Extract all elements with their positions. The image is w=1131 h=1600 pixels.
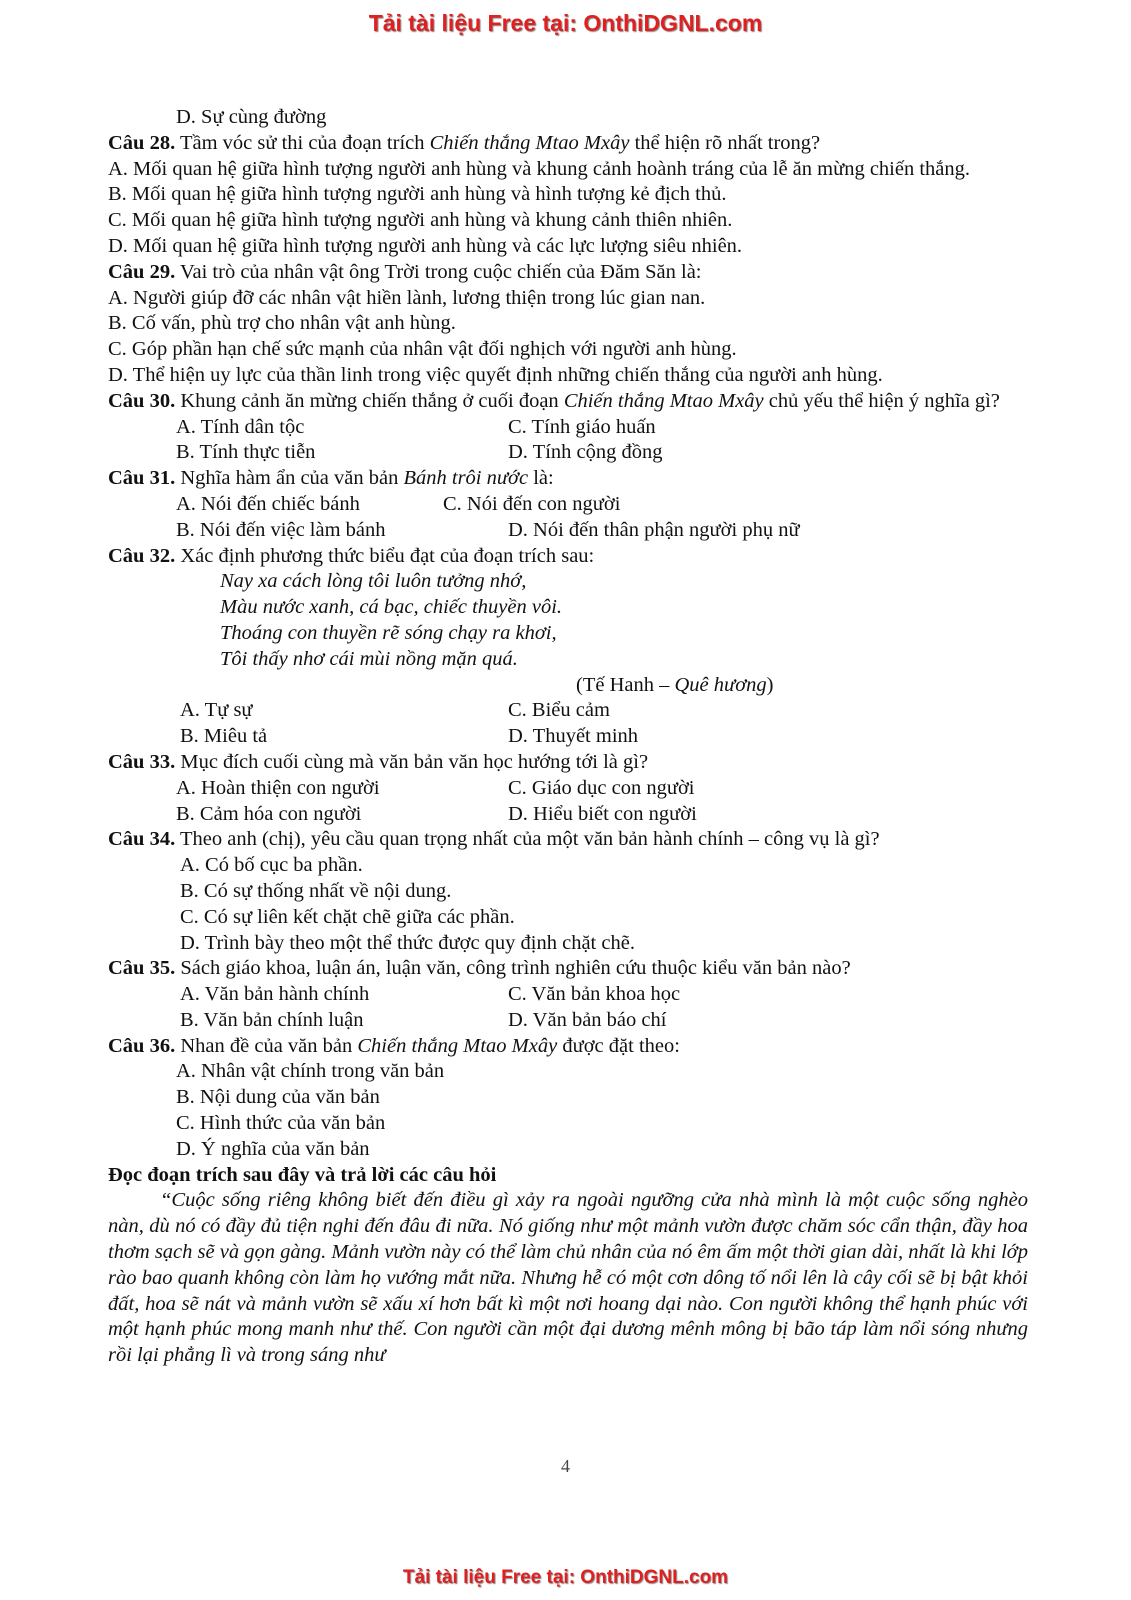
option-row — [108, 982, 1028, 1008]
question-label: Câu 30. — [108, 389, 176, 412]
option: A. Tính dân tộc — [176, 415, 305, 438]
reading-passage: “Cuộc sống riêng không biết đến điều gì xảy ra ngoài ngưỡng cửa nhà mình là một cuộc sống nghèo nàn, dù nó có đầy đủ tiện nghi đến đâu đi nữa. Nó giống như một mảnh vườn được chăm sóc cẩn thận, đầy hoa thơm sạch sẽ và gọn gàng. Mảnh vườn này có thể làm chủ nhân của nó êm ấm một thời gian dài, nhất là khi lớp rào bao quanh không còn làm họ vướng mắt nữa. Nhưng hễ có một cơn dông tố nổi lên là cây cối sẽ bị bật khỏi đất, hoa sẽ nát và mảnh vườn sẽ xấu xí hơn bất kì một nơi hoang dại nào. Con người không thể hạnh phúc với một hạnh phúc mong manh như thế. Con người cần một đại dương mênh mông bị bão táp làm nổi sóng nhưng rồi lại phẳng lì và trong sáng như — [108, 1189, 1028, 1367]
question-label: Câu 35. — [108, 957, 176, 980]
question-34: Câu 34. Theo anh (chị), yêu cầu quan trọng nhất của một văn bản hành chính – công vụ là gì? — [108, 828, 880, 851]
option: C. Biểu cảm — [508, 699, 610, 722]
option: B. Tính thực tiễn — [176, 441, 316, 464]
option: B. Miêu tả — [180, 725, 268, 748]
question-31: Câu 31. Nghĩa hàm ẩn của văn bản Bánh trôi nước là: — [108, 467, 554, 490]
question-30: Câu 30. Khung cảnh ăn mừng chiến thắng ở cuối đoạn Chiến thắng Mtao Mxây chủ yếu thể hiện ý nghĩa gì? — [108, 389, 1000, 412]
question-35: Câu 35. Sách giáo khoa, luận án, luận văn, công trình nghiên cứu thuộc kiểu văn bản nào? — [108, 957, 851, 980]
option: D. Hiểu biết con người — [508, 802, 697, 825]
option-row — [108, 724, 1028, 750]
option-row — [108, 1008, 1028, 1034]
page-content — [108, 105, 1028, 1369]
prev-option-d: D. Sự cùng đường — [176, 106, 327, 128]
option: A. Nhân vật chính trong văn bản — [176, 1060, 445, 1083]
option: C. Hình thức của văn bản — [176, 1112, 386, 1135]
option: D. Trình bày theo một thể thức được quy định chặt chẽ. — [180, 931, 635, 954]
option: D. Thuyết minh — [508, 725, 639, 748]
option: B. Mối quan hệ giữa hình tượng người anh hùng và hình tượng kẻ địch thủ. — [108, 183, 727, 206]
page-number: 4 — [561, 1456, 570, 1476]
question-29: Câu 29. Vai trò của nhân vật ông Trời trong cuộc chiến của Đăm Săn là: — [108, 260, 702, 283]
question-36: Câu 36. Nhan đề của văn bản Chiến thắng Mtao Mxây được đặt theo: — [108, 1034, 680, 1057]
option: D. Ý nghĩa của văn bản — [176, 1137, 370, 1160]
option: C. Giáo dục con người — [508, 776, 695, 799]
option: A. Người giúp đỡ các nhân vật hiền lành, lương thiện trong lúc gian nan. — [108, 286, 706, 309]
option: A. Hoàn thiện con người — [176, 776, 380, 799]
option: D. Tính cộng đồng — [508, 441, 663, 464]
footer-banner[interactable]: Tải tài liệu Free tại: OnthiDGNL.com — [402, 1567, 729, 1588]
question-32: Câu 32. Xác định phương thức biểu đạt của đoạn trích sau: — [108, 544, 595, 567]
option: C. Văn bản khoa học — [508, 983, 681, 1006]
option: D. Nói đến thân phận người phụ nữ — [508, 518, 800, 541]
poem-line: Thoáng con thuyền rẽ sóng chạy ra khơi, — [220, 621, 557, 644]
option-row — [108, 518, 1028, 544]
option: A. Có bố cục ba phần. — [180, 854, 363, 877]
option-row — [108, 415, 1028, 441]
option: D. Thể hiện uy lực của thần linh trong việc quyết định những chiến thắng của người anh hùng. — [108, 363, 883, 386]
option: B. Nói đến việc làm bánh — [176, 518, 386, 541]
option-row — [108, 776, 1028, 802]
poem-line: Màu nước xanh, cá bạc, chiếc thuyền vôi. — [220, 596, 563, 619]
question-label: Câu 29. — [108, 260, 176, 283]
question-label: Câu 32. — [108, 544, 176, 567]
question-label: Câu 36. — [108, 1034, 176, 1057]
option: C. Mối quan hệ giữa hình tượng người anh hùng và khung cảnh thiên nhiên. — [108, 209, 733, 232]
option: B. Cố vấn, phù trợ cho nhân vật anh hùng. — [108, 312, 456, 335]
poem-source: (Tế Hanh – Quê hương) — [576, 673, 774, 696]
option: D. Mối quan hệ giữa hình tượng người anh hùng và các lực lượng siêu nhiên. — [108, 234, 743, 257]
option: A. Mối quan hệ giữa hình tượng người anh hùng và khung cảnh hoành tráng của lễ ăn mừng chiến thắng. — [108, 157, 971, 180]
option: A. Nói đến chiếc bánh — [176, 492, 360, 515]
option: C. Có sự liên kết chặt chẽ giữa các phần. — [180, 905, 515, 928]
option: A. Văn bản hành chính — [180, 983, 370, 1006]
option: C. Tính giáo huấn — [508, 415, 656, 438]
question-28: Câu 28. Tầm vóc sử thi của đoạn trích Chiến thắng Mtao Mxây thể hiện rõ nhất trong? — [108, 131, 821, 154]
option-row — [108, 440, 1028, 466]
option-row — [108, 492, 1028, 518]
question-label: Câu 34. — [108, 828, 176, 851]
header-banner[interactable]: Tải tài liệu Free tại: OnthiDGNL.com — [368, 10, 763, 36]
option-row — [108, 698, 1028, 724]
option: C. Nói đến con người — [443, 492, 621, 515]
option: B. Có sự thống nhất về nội dung. — [180, 879, 452, 902]
reading-heading: Đọc đoạn trích sau đây và trả lời các câu hỏi — [108, 1163, 497, 1186]
option-row — [108, 802, 1028, 828]
question-label: Câu 28. — [108, 131, 176, 154]
option: B. Văn bản chính luận — [180, 1008, 364, 1031]
poem-line: Nay xa cách lòng tôi luôn tưởng nhớ, — [220, 570, 527, 593]
poem-line: Tôi thấy nhơ cái mùi nồng mặn quá. — [220, 647, 518, 670]
question-33: Câu 33. Mục đích cuối cùng mà văn bản văn học hướng tới là gì? — [108, 750, 649, 773]
question-label: Câu 33. — [108, 750, 176, 773]
option: B. Nội dung của văn bản — [176, 1086, 380, 1109]
option: D. Văn bản báo chí — [508, 1008, 667, 1031]
option: A. Tự sự — [180, 699, 253, 722]
option: B. Cảm hóa con người — [176, 802, 362, 825]
option: C. Góp phần hạn chế sức mạnh của nhân vật đối nghịch với người anh hùng. — [108, 338, 737, 361]
question-label: Câu 31. — [108, 467, 176, 490]
